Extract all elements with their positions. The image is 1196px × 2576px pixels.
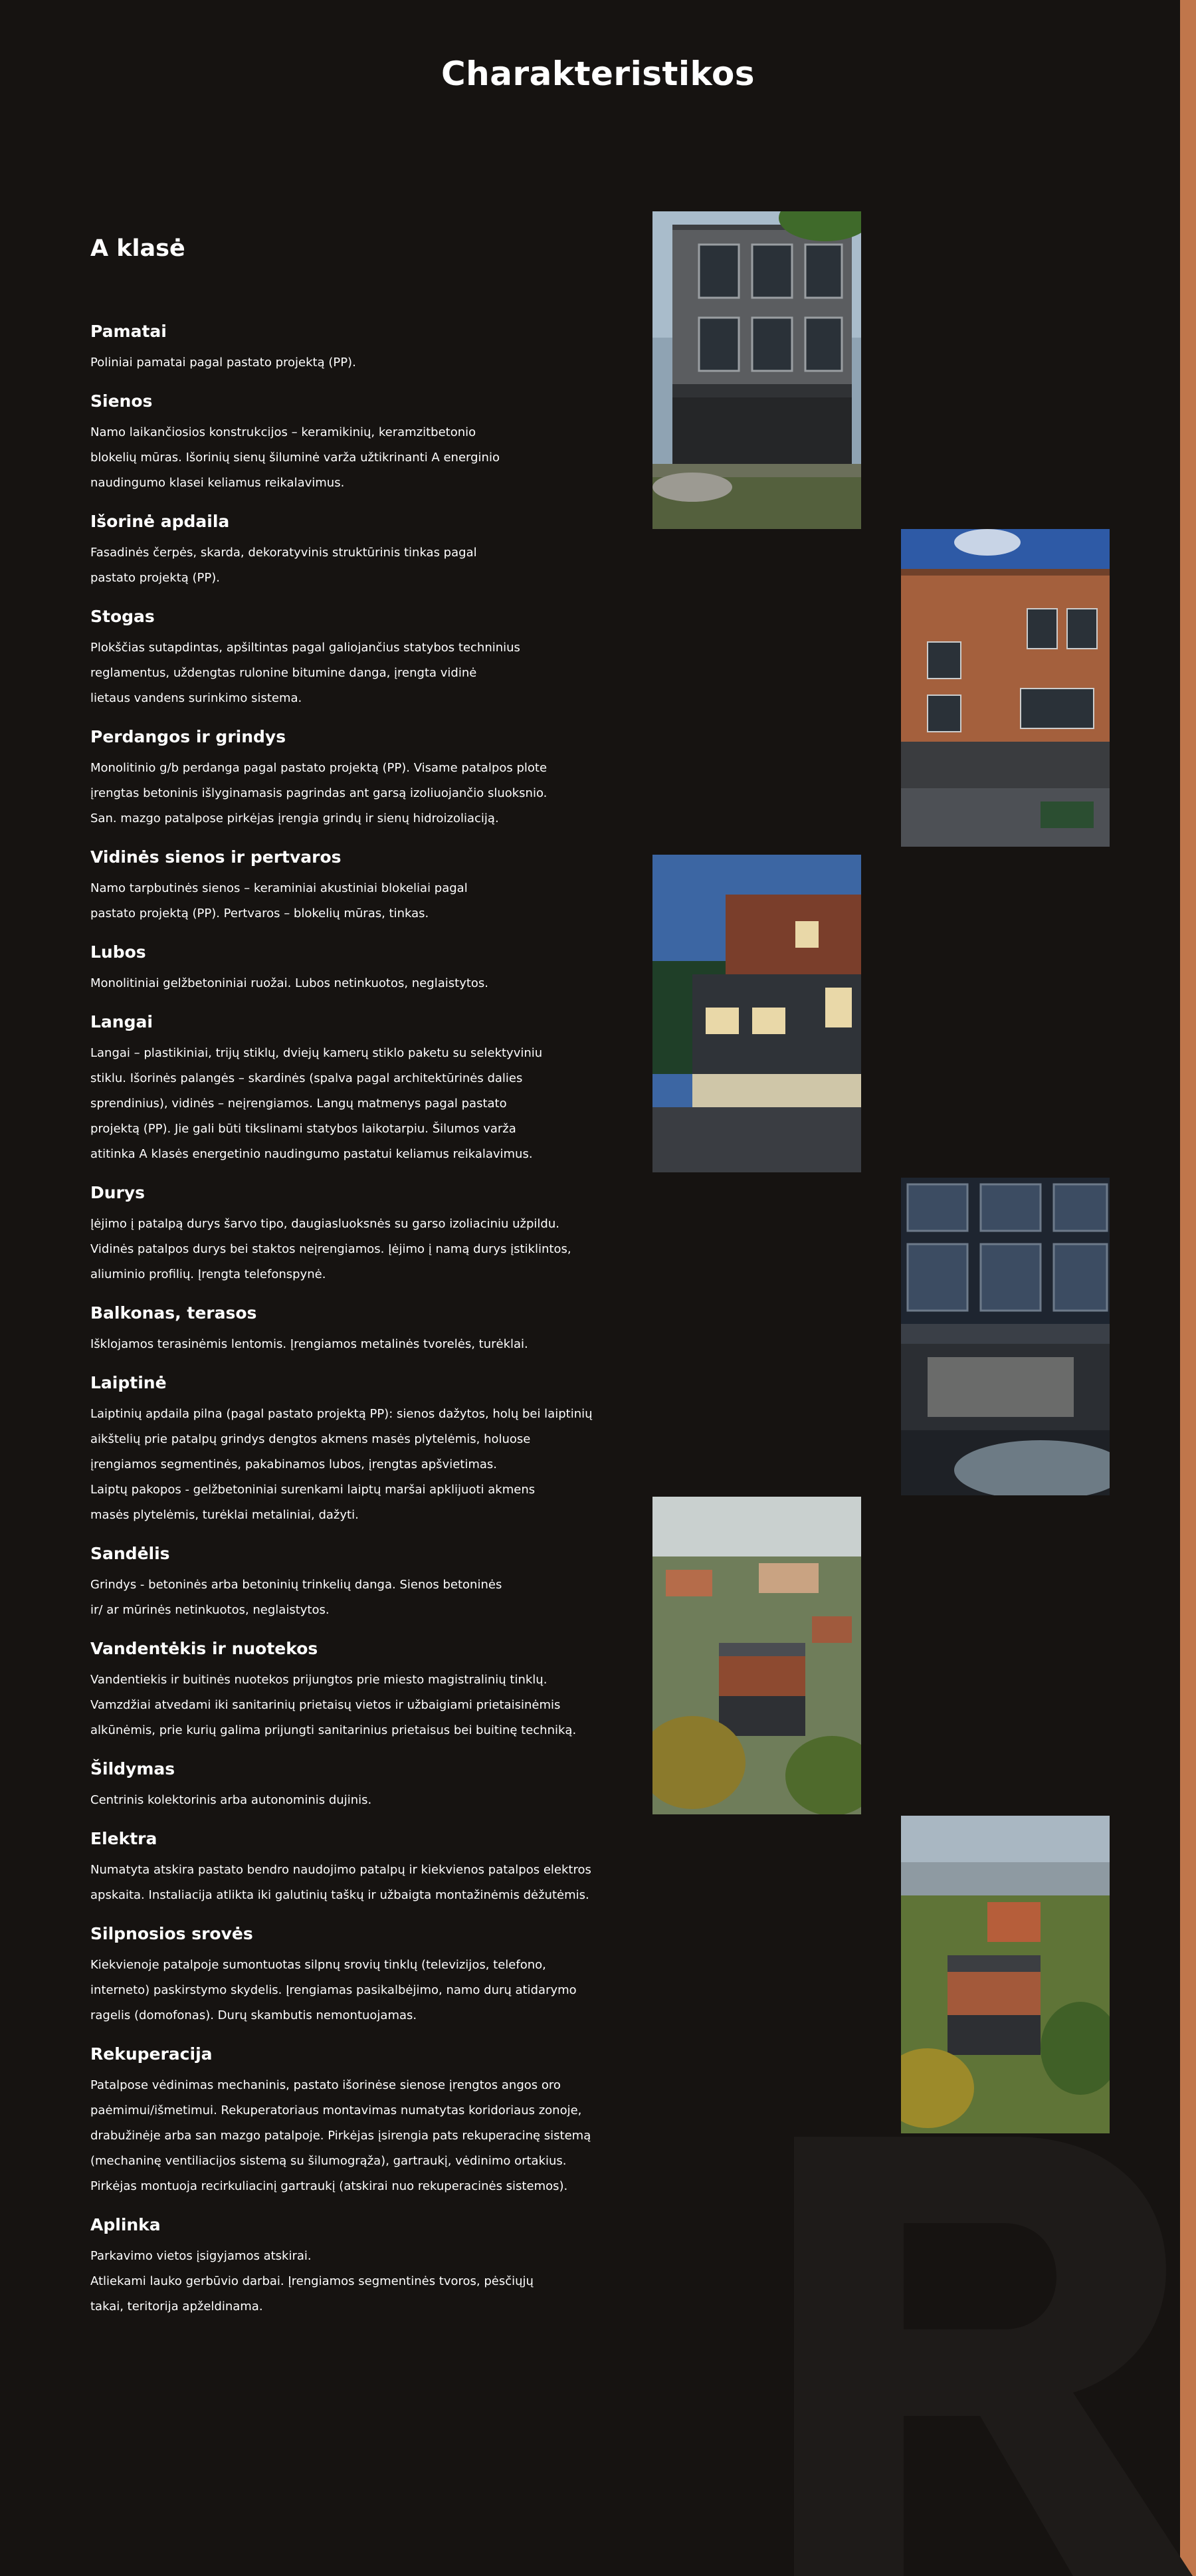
spec-text: blokelių mūras. Išorinių sienų šiluminė varža užtikrinanti A energinio bbox=[90, 451, 500, 465]
spec-text: paėmimui/išmetimui. Rekuperatoriaus montavimas numatytas koridoriaus zonoje, bbox=[90, 2103, 582, 2117]
spec-section bbox=[90, 1183, 622, 1287]
spec-section bbox=[90, 727, 622, 831]
page-title: Charakteristikos bbox=[441, 54, 755, 93]
spec-section bbox=[90, 1829, 622, 1908]
spec-title: Elektra bbox=[90, 1829, 157, 1848]
spec-title: Sienos bbox=[90, 391, 153, 411]
spec-title: Balkonas, terasos bbox=[90, 1303, 257, 1323]
spec-title: Šildymas bbox=[90, 1759, 175, 1778]
spec-text: interneto) paskirstymo skydelis. Įrengiamas pasikalbėjimo, namo durų atidarymo bbox=[90, 1983, 577, 1997]
spec-title: Silpnosios srovės bbox=[90, 1924, 253, 1943]
spec-text: ragelis (domofonas). Durų skambutis nemontuojamas. bbox=[90, 2008, 417, 2022]
aerial-photo-1 bbox=[652, 1497, 861, 1814]
spec-title: Rekuperacija bbox=[90, 2044, 213, 2064]
spec-text: Monolitinio g/b perdanga pagal pastato projektą (PP). Visame patalpos plote bbox=[90, 761, 548, 775]
spec-text: alkūnėmis, prie kurių galima prijungti sanitarinius prietaisus bei buitinę techniką. bbox=[90, 1723, 577, 1737]
spec-title: Vandentėkis ir nuotekos bbox=[90, 1639, 318, 1658]
spec-text: Parkavimo vietos įsigyjamos atskirai. bbox=[90, 2249, 312, 2263]
spec-section bbox=[90, 2044, 622, 2199]
spec-title: Stogas bbox=[90, 607, 155, 626]
spec-text: naudingumo klasei keliamus reikalavimus. bbox=[90, 476, 345, 490]
spec-text: pastato projektą (PP). bbox=[90, 571, 220, 585]
spec-text: pastato projektą (PP). Pertvaros – blokelių mūras, tinkas. bbox=[90, 907, 429, 920]
spec-section bbox=[90, 607, 622, 711]
spec-text: lietaus vandens surinkimo sistema. bbox=[90, 691, 302, 705]
spec-text: Patalpose vėdinimas mechaninis, pastato išorinėse sienose įrengtos angos oro bbox=[90, 2078, 561, 2092]
spec-title: Sandėlis bbox=[90, 1544, 170, 1563]
spec-section bbox=[90, 847, 622, 926]
spec-text: Laiptų pakopos - gelžbetoniniai surenkami laiptų maršai apklijuoti akmens bbox=[90, 1483, 536, 1497]
spec-section bbox=[90, 391, 622, 496]
spec-text: aikštelių prie patalpų grindys dengtos akmens masės plytelėmis, holuose bbox=[90, 1432, 531, 1446]
spec-text: Laiptinių apdaila pilna (pagal pastato projektą PP): sienos dažytos, holų bei laiptinių bbox=[90, 1407, 593, 1421]
spec-title: Lubos bbox=[90, 942, 146, 962]
spec-text: Monolitiniai gelžbetoniniai ruožai. Lubos netinkuotos, neglaistytos. bbox=[90, 976, 489, 990]
spec-title: Išorinė apdaila bbox=[90, 512, 230, 531]
spec-text: Namo laikančiosios konstrukcijos – keramikinių, keramzitbetonio bbox=[90, 425, 476, 439]
spec-text: takai, teritorija apželdinama. bbox=[90, 2300, 263, 2313]
spec-title: Laiptinė bbox=[90, 1373, 167, 1392]
spec-title: Durys bbox=[90, 1183, 146, 1202]
building-photo-4 bbox=[901, 1178, 1110, 1495]
spec-section bbox=[90, 1373, 622, 1528]
spec-text: Kiekvienoje patalpoje sumontuotas silpnų srovių tinklų (televizijos, telefono, bbox=[90, 1958, 546, 1972]
spec-text: atitinka A klasės energetinio naudingumo pastatui keliamus reikalavimus. bbox=[90, 1147, 533, 1161]
spec-text: Išklojamos terasinėmis lentomis. Įrengiamos metalinės tvorelės, turėklai. bbox=[90, 1337, 528, 1351]
spec-text: reglamentus, uždengtas rulonine bitumine danga, įrengta vidinė bbox=[90, 666, 477, 680]
building-photo-1 bbox=[652, 211, 861, 529]
spec-text: stiklu. Išorinės palangės – skardinės (spalva pagal architektūrinės dalies bbox=[90, 1071, 523, 1085]
spec-section bbox=[90, 512, 622, 591]
spec-title: Vidinės sienos ir pertvaros bbox=[90, 847, 342, 867]
spec-text: sprendinius), vidinės – neįrengiamos. Langų matmenys pagal pastato bbox=[90, 1097, 507, 1111]
spec-title: Pamatai bbox=[90, 322, 167, 341]
spec-text: (mechaninę ventiliacijos sistemą su šilumogrąža), gartraukį, vėdinimo ortakius. bbox=[90, 2154, 567, 2168]
spec-text: projektą (PP). Jie gali būti tikslinami statybos laikotarpiu. Šilumos varža bbox=[90, 1122, 516, 1136]
spec-section bbox=[90, 1544, 622, 1623]
energy-class-title: A klasė bbox=[90, 235, 185, 262]
spec-text: įrengiamos segmentinės, pakabinamos lubos, įrengtas apšvietimas. bbox=[90, 1457, 498, 1471]
spec-text: aliuminio profilių. Įrengta telefonspynė. bbox=[90, 1267, 326, 1281]
spec-text: Namo tarpbutinės sienos – keraminiai akustiniai blokeliai pagal bbox=[90, 881, 468, 895]
spec-section bbox=[90, 1759, 622, 1813]
spec-text: Vidinės patalpos durys bei staktos neįrengiamos. Įėjimo į namą durys įstiklintos, bbox=[90, 1242, 571, 1256]
spec-text: įrengtas betoninis išlyginamasis pagrindas ant garsą izoliuojančio sluoksnio. bbox=[90, 786, 548, 800]
spec-text: drabužinėje arba san mazgo patalpoje. Pirkėjas įsirengia pats rekuperacinę sistemą bbox=[90, 2129, 591, 2143]
spec-section bbox=[90, 2215, 622, 2319]
spec-text: Vamzdžiai atvedami iki sanitarinių prietaisų vietos ir užbaigiami prietaisinėmis bbox=[90, 1698, 561, 1712]
spec-text: ir/ ar mūrinės netinkuotos, neglaistytos. bbox=[90, 1603, 330, 1617]
brand-logo-watermark bbox=[794, 2137, 1193, 2576]
building-photo-2 bbox=[901, 529, 1110, 847]
spec-text: Vandentiekis ir buitinės nuotekos prijungtos prie miesto magistralinių tinklų. bbox=[90, 1673, 548, 1687]
spec-title: Perdangos ir grindys bbox=[90, 727, 286, 746]
spec-text: Langai – plastikiniai, trijų stiklų, dviejų kamerų stiklo paketu su selektyviniu bbox=[90, 1046, 543, 1060]
spec-title: Aplinka bbox=[90, 2215, 161, 2234]
spec-text: Poliniai pamatai pagal pastato projektą (PP). bbox=[90, 356, 356, 370]
spec-text: Centrinis kolektorinis arba autonominis dujinis. bbox=[90, 1793, 372, 1807]
aerial-photo-2 bbox=[901, 1816, 1110, 2133]
spec-text: Atliekami lauko gerbūvio darbai. Įrengiamos segmentinės tvoros, pėsčiųjų bbox=[90, 2274, 534, 2288]
spec-section bbox=[90, 1924, 622, 2028]
spec-text: apskaita. Instaliacija atlikta iki galutinių taškų ir užbaigta montažinėmis dėžutėmis. bbox=[90, 1888, 589, 1902]
spec-section bbox=[90, 1012, 622, 1167]
spec-text: Grindys - betoninės arba betoninių trinkelių danga. Sienos betoninės bbox=[90, 1578, 502, 1592]
spec-text: Įėjimo į patalpą durys šarvo tipo, daugiasluoksnės su garso izoliaciniu užpildu. bbox=[90, 1217, 559, 1231]
spec-text: Plokščias sutapdintas, apšiltintas pagal galiojančius statybos techninius bbox=[90, 641, 520, 655]
spec-title: Langai bbox=[90, 1012, 153, 1031]
spec-text: masės plytelėmis, turėklai metaliniai, dažyti. bbox=[90, 1508, 359, 1522]
spec-text: Numatyta atskira pastato bendro naudojimo patalpų ir kiekvienos patalpos elektros bbox=[90, 1863, 591, 1877]
spec-text: Pirkėjas montuoja recirkuliacinį gartraukį (atskirai nuo rekuperacinės sistemos). bbox=[90, 2179, 568, 2193]
spec-text: San. mazgo patalpose pirkėjas įrengia grindų ir sienų hidroizoliaciją. bbox=[90, 811, 499, 825]
specifications-list bbox=[90, 322, 622, 2335]
spec-text: Fasadinės čerpės, skarda, dekoratyvinis struktūrinis tinkas pagal bbox=[90, 546, 477, 560]
spec-section bbox=[90, 1639, 622, 1743]
spec-section bbox=[90, 1303, 622, 1357]
spec-section bbox=[90, 942, 622, 996]
spec-section bbox=[90, 322, 622, 376]
building-photo-3 bbox=[652, 855, 861, 1172]
